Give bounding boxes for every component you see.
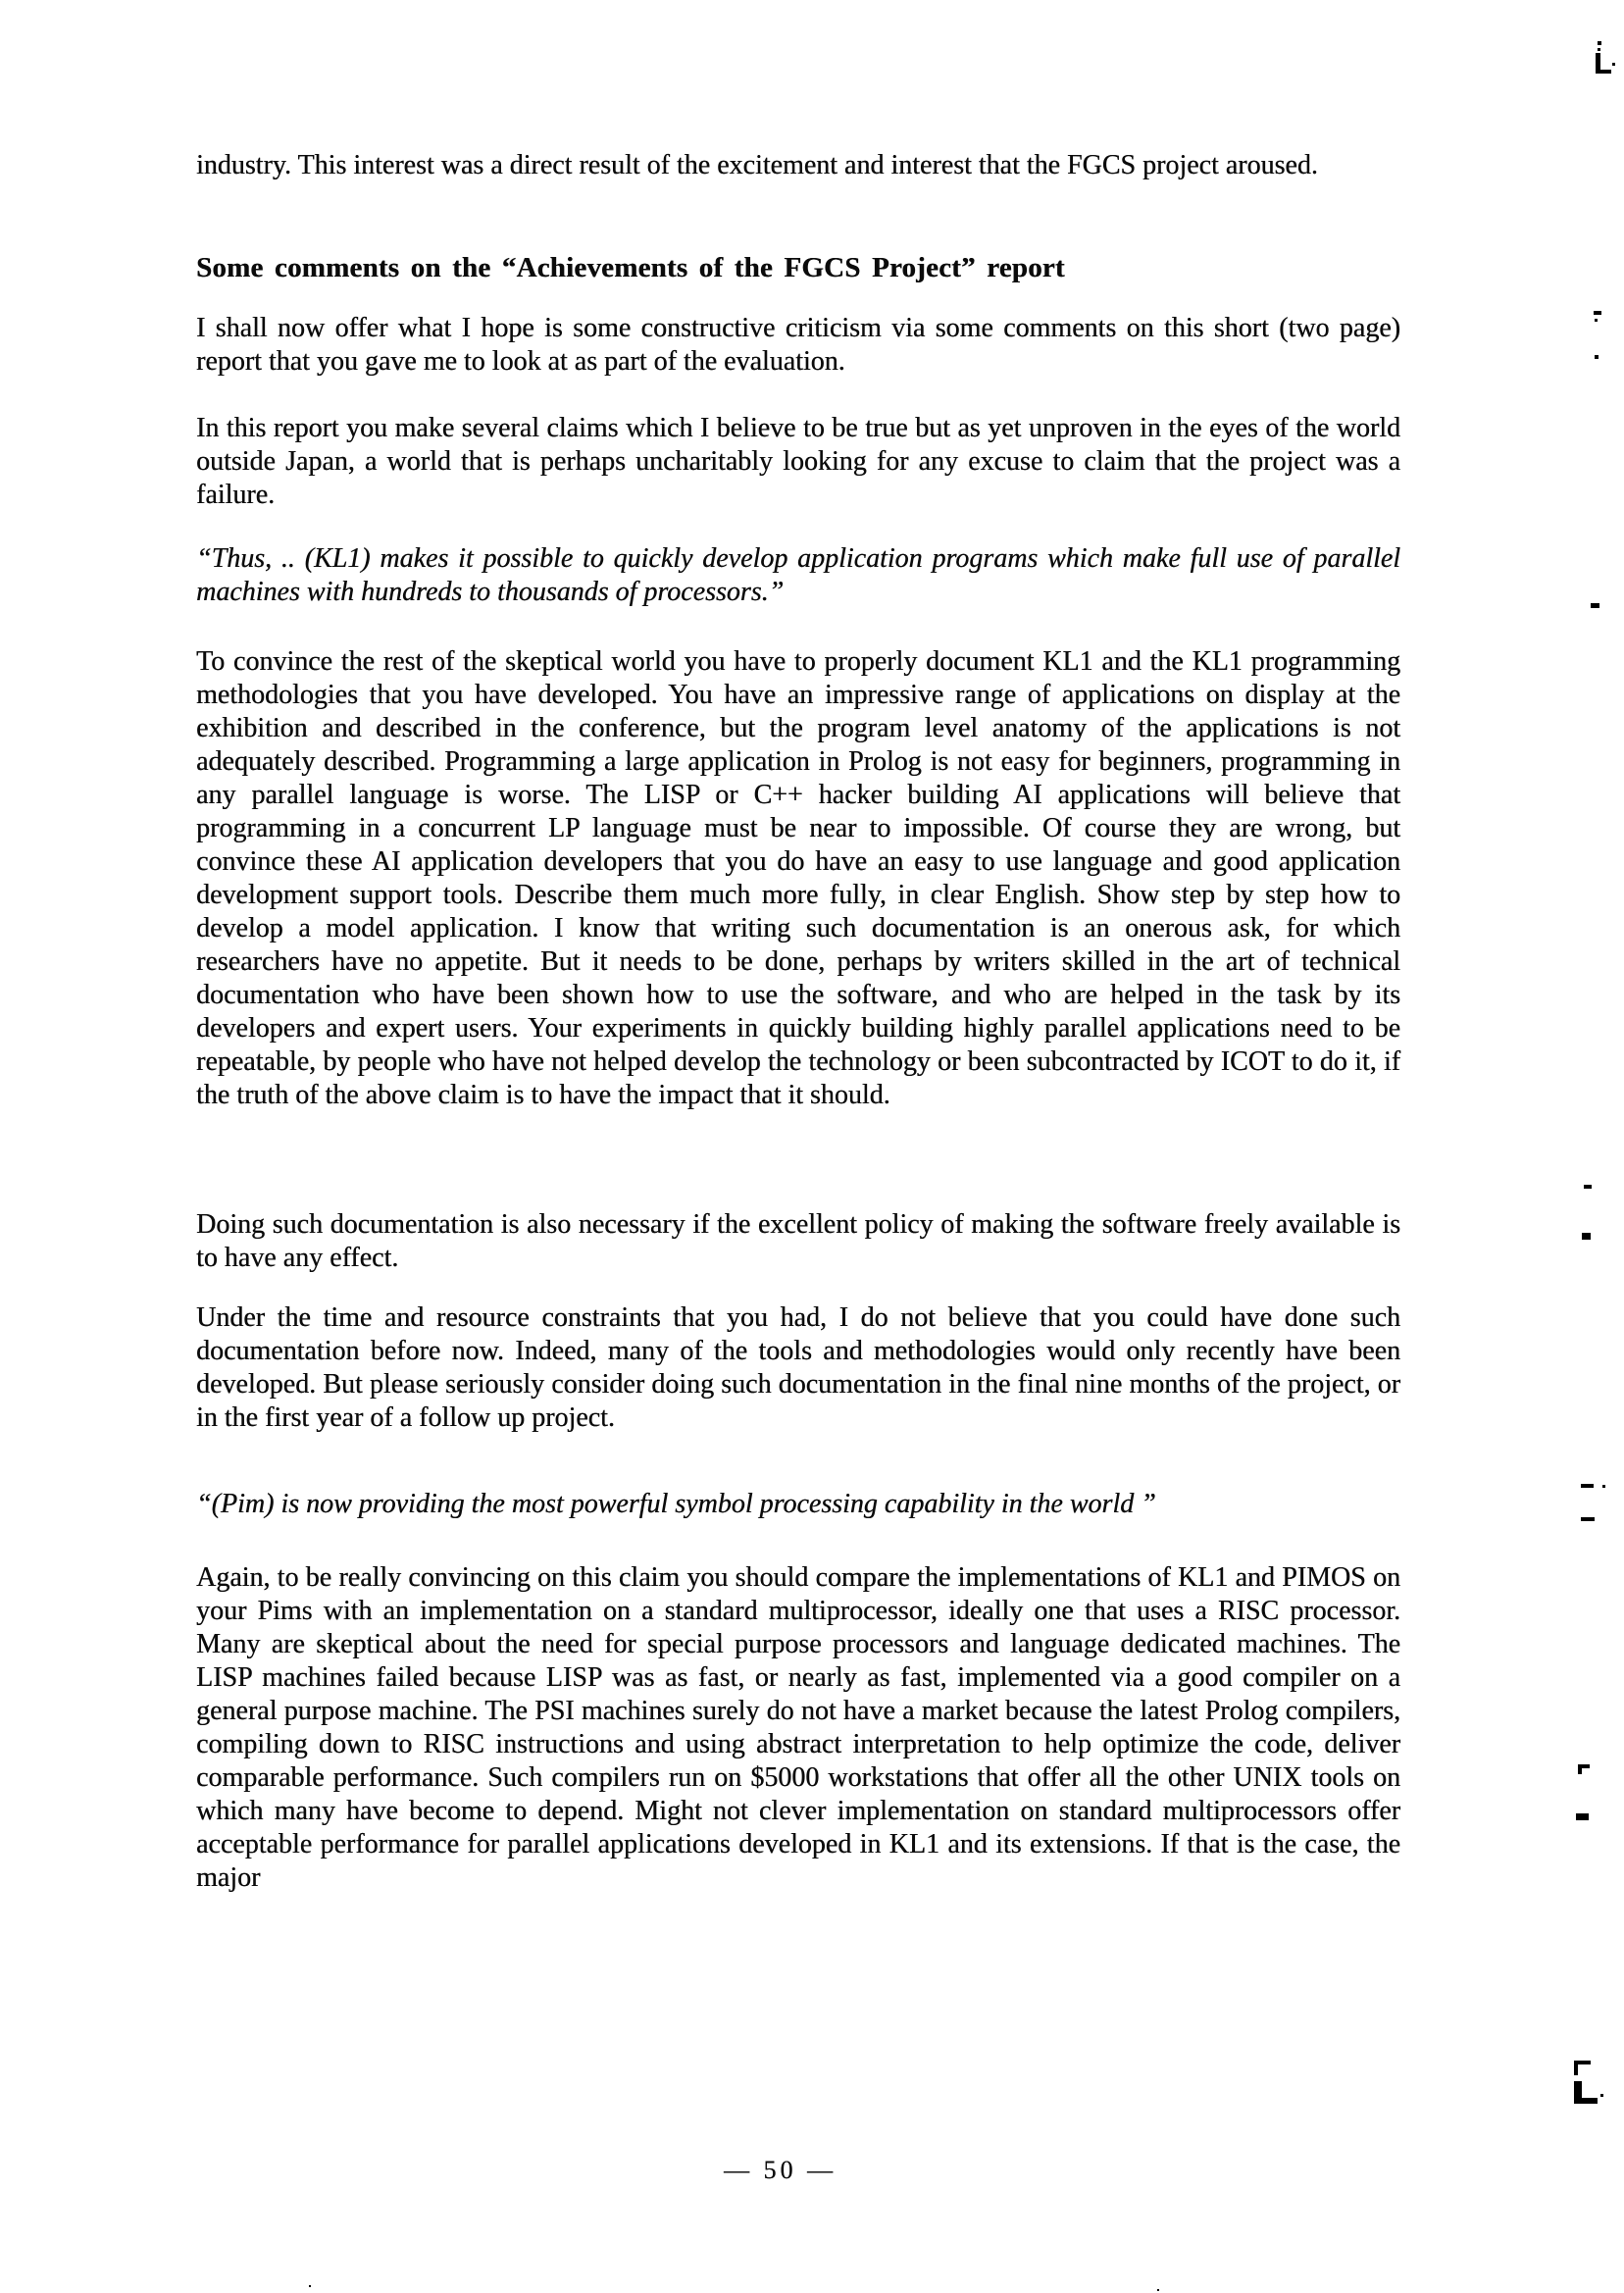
scan-artifact [1581,1517,1595,1521]
scan-artifact [1596,53,1611,74]
scan-artifact [1584,1185,1592,1189]
page-number: — 50 — [724,2156,837,2184]
paragraph-constraints: Under the time and resource constraints that you had, I do not believe that you could have done such documentation before now. Indeed, many of the tools and methodologies would only recently have been developed. But please seriously consider doing such documentation in the final nine months of the project, or in the first year of a follow up project. [196,1302,1400,1433]
paragraph-policy: Doing such documentation is also necessary if the excellent policy of making the software freely available is to have any effect. [196,1209,1400,1273]
section-heading: Some comments on the “Achievements of the FGCS Project” report [196,252,1065,283]
scan-artifact [1598,48,1600,51]
quote-kl1: “Thus, .. (KL1) makes it possible to quickly develop application programs which make full use of parallel machines with hundreds to thousands of processors.” [196,543,1400,607]
scan-artifact [1595,355,1599,359]
quote-pim: “(Pim) is now providing the most powerful symbol processing capability in the world ” [196,1489,1156,1519]
scan-artifact [1598,41,1601,45]
scan-artifact [1591,603,1599,608]
paragraph-claims: In this report you make several claims which I believe to be true but as yet unproven in the eyes of the world outside Japan, a world that is perhaps uncharitably looking for any excuse to claim that the project was a failure. [196,413,1400,510]
scan-artifact [1602,1485,1605,1488]
paragraph-offer: I shall now offer what I hope is some constructive criticism via some comments on this short (two page) report that you gave me to look at as part of the evaluation. [196,313,1400,377]
scan-artifact [309,2285,311,2287]
scan-artifact [1600,2094,1603,2097]
scan-artifact [1594,311,1601,315]
scan-artifact [1582,1233,1591,1240]
paragraph-intro: industry. This interest was a direct result of the excitement and interest that the FGCS project aroused. [196,150,1318,180]
paragraph-documentation: To convince the rest of the skeptical world you have to properly document KL1 and the KL1 programming methodologies that you have developed. You have an impressive range of applications on display at the exhibition and described in the conference, but the program level anatomy of the applications is not adequately described. Programming a large application in Prolog is not easy for beginners, programming in any parallel language is worse. The LISP or C++ hacker building AI applications will believe that programming in a concurrent LP language must be near to impossible. Of course they are wrong, but convince these AI application developers that you do have an easy to use language and good application development support tools. Describe them much more fully, in clear English. Show step by step how to develop a model application. I know that writing such documentation is an onerous ask, for which researchers have no appetite. But it needs to be done, perhaps by writers skilled in the art of technical documentation who have been shown how to use the software, and who are helped in the task by its developers and expert users. Your experiments in quickly building highly parallel applications need to be repeatable, by people who have not helped develop the technology or been subcontracted by ICOT to do it, if the truth of the above claim is to have the impact that it should. [196,646,1400,1110]
paragraph-pim-comment: Again, to be really convincing on this claim you should compare the implementations of KL1 and PIMOS on your Pims with an implementation on a standard multiprocessor, ideally one that uses a RISC processor. Many are skeptical about the need for special purpose processors and language dedicated machines. The LISP machines failed because LISP was as fast, or nearly as fast, implemented via a good compiler on a general purpose machine. The PSI machines surely do not have a market because the latest Prolog compilers, compiling down to RISC instructions and using abstract interpretation to help optimize the code, deliver comparable performance. Such compilers run on $5000 workstations that offer all the other UNIX tools on which many have become to depend. Might not clever implementation on standard multiprocessors offer acceptable performance for parallel applications developed in KL1 and its extensions. If that is the case, the major [196,1562,1400,1893]
scan-artifact [1578,1764,1590,1774]
scan-artifact [1612,63,1615,66]
scan-artifact [1157,2289,1159,2291]
scan-artifact [1574,2061,1591,2075]
scan-artifact [1576,1813,1589,1820]
scan-artifact [1581,1484,1594,1488]
scan-artifact [1574,2081,1598,2104]
scan-artifact [1595,319,1598,322]
